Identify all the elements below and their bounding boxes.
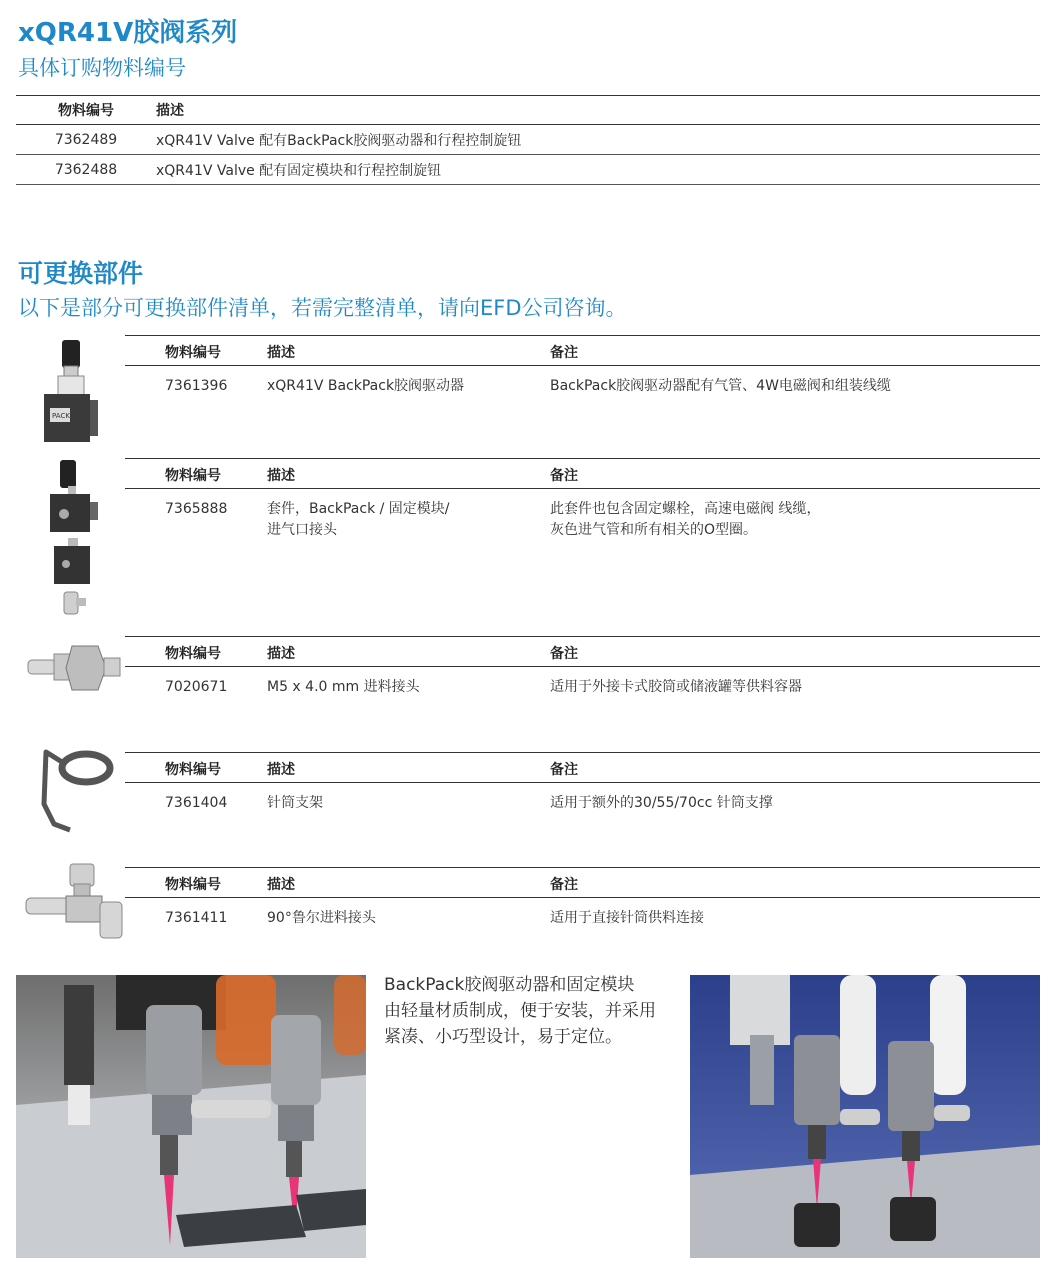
part-number: 7361404 [165,795,228,811]
part-table-header [125,458,1040,489]
dispensing-photo-left [16,975,366,1258]
section-subtitle: 以下是部分可更换部件清单，若需完整清单，请向EFD公司咨询。 [18,296,627,320]
col-note: 备注 [550,646,578,662]
part-table-7361396 [125,335,1040,394]
syringe-holder-image [34,744,114,844]
luer-fitting-image [22,860,126,956]
part-table-7365888 [125,458,1040,538]
part-table-header [125,636,1040,667]
col-note: 备注 [550,762,578,778]
col-description: 描述 [267,468,295,484]
description-line-1: 套件，BackPack / 固定模块/ [267,501,450,517]
order-table [16,95,1040,185]
col-note: 备注 [550,877,578,893]
description: 90°鲁尔进料接头 [267,910,376,926]
description: xQR41V BackPack胶阀驱动器 [267,378,465,394]
part-number: 7361396 [165,378,228,394]
col-note: 备注 [550,345,578,361]
part-table-7361411 [125,867,1040,926]
part-number: 7020671 [165,679,228,695]
part-table-header [125,867,1040,898]
note: BackPack胶阀驱动器配有气管、4W电磁阀和组装线缆 [550,378,891,394]
part-number: 7361411 [165,910,228,926]
description: xQR41V Valve 配有固定模块和行程控制旋钮 [156,155,1040,185]
col-part-number: 物料编号 [165,646,221,662]
caption-line-3: 紧凑、小巧型设计，易于定位。 [384,1027,622,1047]
backpack-driver-image [36,336,106,452]
dispensing-photo-right [690,975,1040,1258]
note-line-1: 此套件也包含固定螺栓，高速电磁阀 线缆， [550,501,821,517]
note-line-2: 灰色进气管和所有相关的O型圈。 [550,522,758,538]
col-note: 备注 [550,468,578,484]
pack-label: PACK [52,412,70,420]
description: xQR41V Valve 配有BackPack胶阀驱动器和行程控制旋钮 [156,125,1040,155]
col-description: 描述 [267,345,295,361]
part-number: 7362489 [16,125,156,155]
backpack-kit-image [44,458,100,626]
caption-line-1: BackPack胶阀驱动器和固定模块 [384,975,635,995]
col-description: 描述 [267,877,295,893]
photo-caption [384,972,684,1050]
part-table-header [125,752,1040,783]
col-description: 描述 [156,96,1040,125]
part-number: 7362488 [16,155,156,185]
note: 适用于直接针筒供料连接 [550,910,704,926]
description: M5 x 4.0 mm 进料接头 [267,679,420,695]
col-part-number: 物料编号 [16,96,156,125]
part-table-header [125,335,1040,366]
col-part-number: 物料编号 [165,762,221,778]
m5-fitting-image [24,640,124,700]
col-description: 描述 [267,646,295,662]
note: 适用于外接卡式胶筒或储液罐等供料容器 [550,679,802,695]
description-line-2: 进气口接头 [267,522,337,538]
part-table-7361404 [125,752,1040,811]
col-description: 描述 [267,762,295,778]
table-row [16,125,1040,155]
part-number: 7365888 [165,501,228,517]
table-row [16,155,1040,185]
col-part-number: 物料编号 [165,468,221,484]
page-title: xQR41V胶阀系列 [18,18,238,48]
part-table-7020671 [125,636,1040,695]
page-subtitle: 具体订购物料编号 [18,56,186,80]
description: 针筒支架 [267,795,323,811]
note: 适用于额外的30/55/70cc 针筒支撑 [550,795,773,811]
col-part-number: 物料编号 [165,345,221,361]
section-title: 可更换部件 [18,259,144,288]
col-part-number: 物料编号 [165,877,221,893]
caption-line-2: 由轻量材质制成，便于安装，并采用 [384,1001,656,1021]
table-header-row [16,96,1040,125]
